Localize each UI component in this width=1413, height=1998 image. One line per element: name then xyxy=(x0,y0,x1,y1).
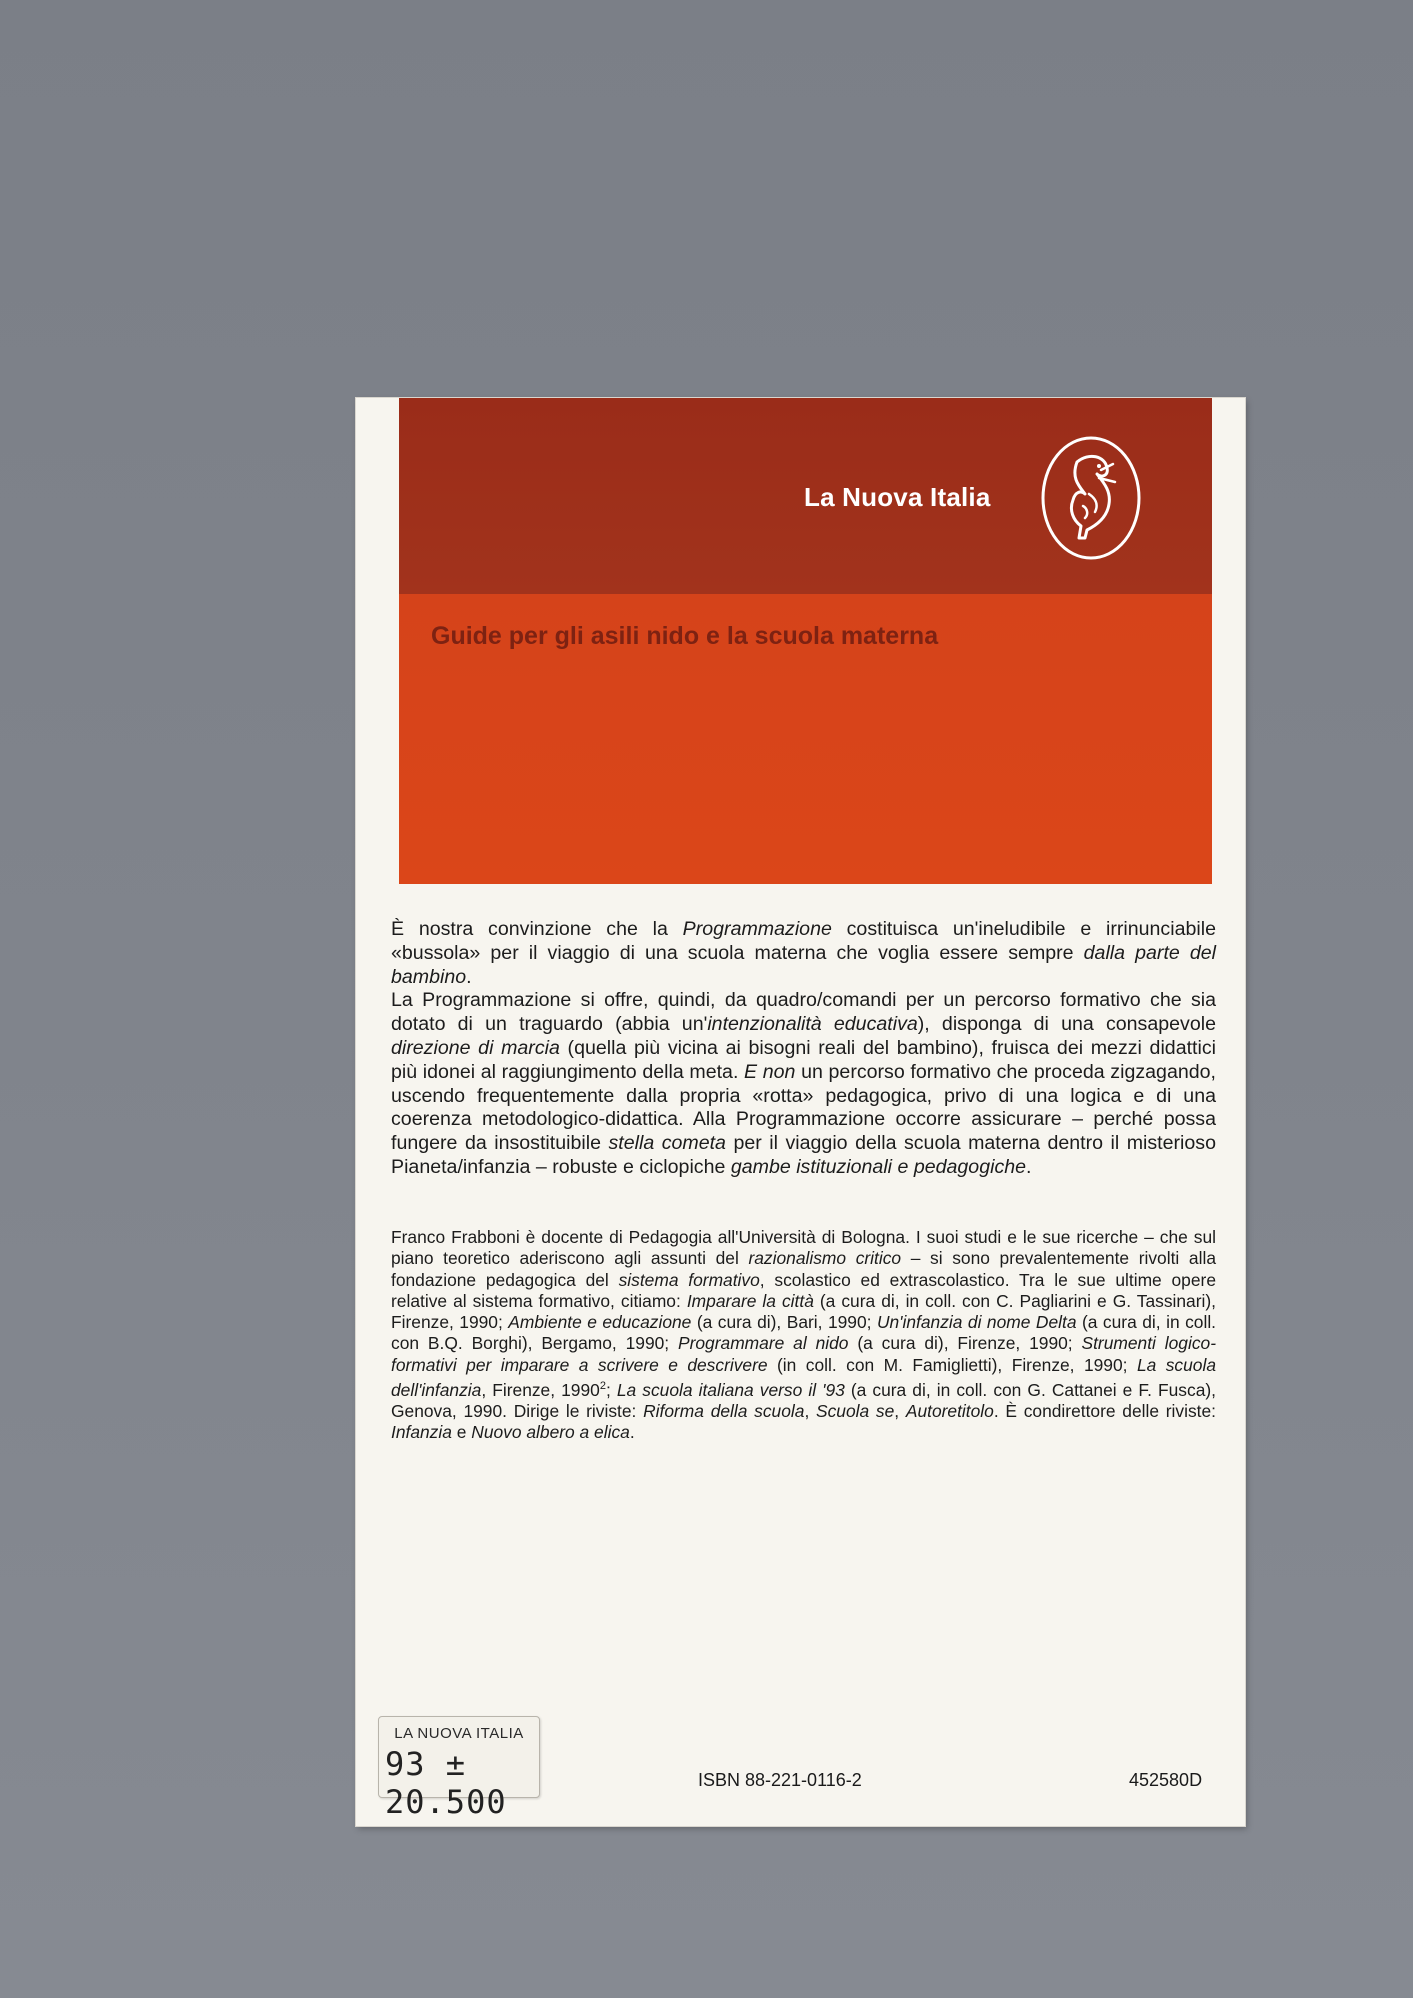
cover-blurb xyxy=(391,918,1216,1180)
publisher-logo-icon xyxy=(1039,434,1143,562)
cover-band-orange xyxy=(399,594,1212,884)
series-title: Guide per gli asili nido e la scuola materna xyxy=(431,622,939,650)
cover-band-dark-red xyxy=(399,398,1212,594)
book-back-cover xyxy=(356,398,1245,1826)
sticker-label: LA NUOVA ITALIA xyxy=(394,1725,524,1742)
author-bio: Franco Frabboni è docente di Pedagogia all'Università di Bologna. I suoi studi e le sue ricerche – che sul piano teoretico aderiscono agli assunti del razionalismo critico – si sono prevalentemente rivolti alla fondazione pedagogica del sistema formativo, scolastico ed extrascolastico. Tra le sue ultime opere relative al sistema formativo, citiamo: Imparare la città (a cura di, in coll. con C. Pagliarini e G. Tassinari), Firenze, 1990; Ambiente e educazione (a cura di), Bari, 1990; Un'infanzia di nome Delta (a cura di, in coll. con B.Q. Borghi), Bergamo, 1990; Programmare al nido (a cura di), Firenze, 1990; Strumenti logico-formativi per imparare a scrivere e descrivere (in coll. con M. Famiglietti), Firenze, 1990; La scuola dell'infanzia, Firenze, 1990$^2$; La scuola italiana verso il '93 (a cura di, in coll. con G. Cattanei e F. Fusca), Genova, 1990. Dirige le riviste: Riforma della scuola, Scuola se, Autoretitolo. È condirettore delle riviste: Infanzia e Nuovo albero a elica. xyxy=(391,1227,1217,1443)
publisher-name: La Nuova Italia xyxy=(804,482,991,512)
catalog-code: 452580D xyxy=(1129,1770,1203,1790)
price-sticker xyxy=(378,1716,540,1821)
blurb-paragraph-1: È nostra convinzione che la Programmazione costituisca un'ineludibile e irrinunciabile «bussola» per il viaggio di una scuola materna che voglia essere sempre dalla parte del bambino. xyxy=(391,918,1216,988)
blurb-paragraph-2: La Programmazione si offre, quindi, da quadro/comandi per un percorso formativo che sia dotato di un traguardo (abbia un'intenzionalità educativa), disponga di una consapevole direzione di marcia (quella più vicina ai bisogni reali del bambino), fruisca dei mezzi didattici più idonei al raggiungimento della meta. E non un percorso formativo che proceda zigzagando, uscendo frequentemente dalla propria «rotta» pedagogica, privo di una logica e di una coerenza metodologico-didattica. Alla Programmazione occorre assicurare – perché possa fungere da insostituibile stella cometa per il viaggio della scuola materna dentro il misterioso Pianeta/infanzia – robuste e ciclopiche gambe istituzionali e pedagogiche. xyxy=(391,989,1216,1178)
sticker-price: 93 ± 20.500 xyxy=(385,1745,507,1821)
isbn-number: ISBN 88-221-0116-2 xyxy=(698,1770,862,1790)
